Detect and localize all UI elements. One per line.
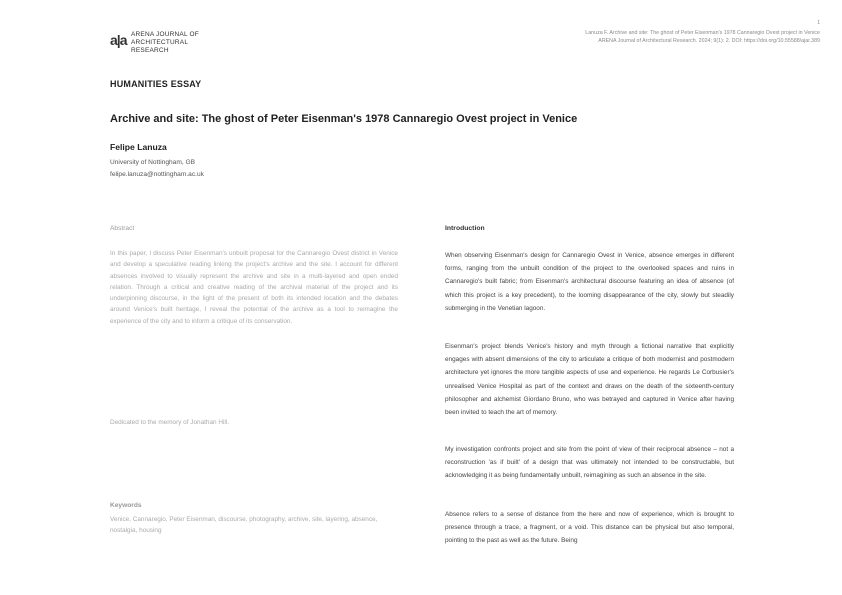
intro-paragraph-2: Eisenman's project blends Venice's history and myth through a fictional narrative that explicitly engages with absent dimensions of the city to articulate a critique of both modernist and postmodern architecture yet ignores the more tangible aspects of use and experience. He regards Le Corbusier's unrealised Venice Hospital as part of the context and draws on the death of the sixteenth-century philosopher and alchemist Giordano Bruno, who was betrayed and captured in Venice after having been invited to teach the art of memory. [445, 343, 734, 417]
citation-header [440, 29, 820, 45]
intro-paragraph-1: When observing Eisenman's design for Cannaregio Ovest in Venice, absence emerges in different forms, ranging from the unbuilt condition of the project to the overlooked spaces and ruins in Cannaregio's built fabric; from Eisenman's architectural discourse featuring an idea of absence (of which this project is a key precedent), to the looming disappearance of the city, slowly but steadily submerging in the Venetian lagoon. [445, 252, 734, 312]
author-name: Felipe Lanuza [110, 142, 167, 152]
citation-line-2: ARENA Journal of Architectural Research. 2024; 9(1): 2. DOI: https://doi.org/10.55588/ajar.389 [598, 38, 820, 44]
article-title: Archive and site: The ghost of Peter Eisenman's 1978 Cannaregio Ovest project in Venice [110, 113, 578, 125]
abstract-text: In this paper, I discuss Peter Eisenman's unbuilt proposal for the Cannaregio Ovest district in Venice and develop a speculative reading linking the project's archive and the site. I account for different absences involved to visually represent the archive and site in a multi-layered and open ended relation. Through a critical and creative reading of the archival material of the project and its underpinning discourse, in the light of the present of both its intended location and the debates around Venice's built heritage, I reveal the potential of the archive as a tool to reimagine the experience of the city and to inform a critique of its conservation. [110, 250, 398, 325]
page-number: 1 [817, 20, 820, 26]
author-affiliation-block [110, 157, 204, 181]
introduction-heading: Introduction [445, 225, 485, 232]
section-label: HUMANITIES ESSAY [110, 79, 202, 89]
citation-line-1: Lanuza F. Archive and site: The ghost of Peter Eisenman's 1978 Cannaregio Ovest project in Venice [585, 30, 820, 36]
intro-paragraph-3: My investigation confronts project and site from the point of view of their reciprocal absence – not a reconstruction 'as if built' of a design that was ultimately not intended to be constructable, but acknowledging it as being fundamentally unbuilt, reimagining as such an absence in the site. [445, 446, 734, 480]
author-email[interactable]: felipe.lanuza@nottingham.ac.uk [110, 171, 204, 178]
affiliation: University of Nottingham, GB [110, 159, 196, 166]
logo-line-1: ARENA JOURNAL OF [131, 31, 199, 38]
keywords-heading: Keywords [110, 502, 142, 509]
keywords-text: Venice, Cannaregio, Peter Eisenman, discourse, photography, archive, site, layering, absence, nostalgia, housing [110, 516, 378, 535]
dedication: Dedicated to the memory of Jonathan Hill. [110, 419, 229, 426]
logo-line-2: ARCHITECTURAL RESEARCH [131, 39, 188, 54]
abstract-heading: Abstract [110, 225, 135, 232]
intro-paragraph-4: Absence refers to a sense of distance from the here and now of experience, which is brought to presence through a trace, a fragment, or a void. This distance can be physical but also temporal, pointing to the past as well as the future. Being [445, 511, 734, 545]
logo-mark: a|a [110, 32, 127, 48]
logo-text [131, 31, 220, 55]
journal-logo [110, 31, 220, 54]
